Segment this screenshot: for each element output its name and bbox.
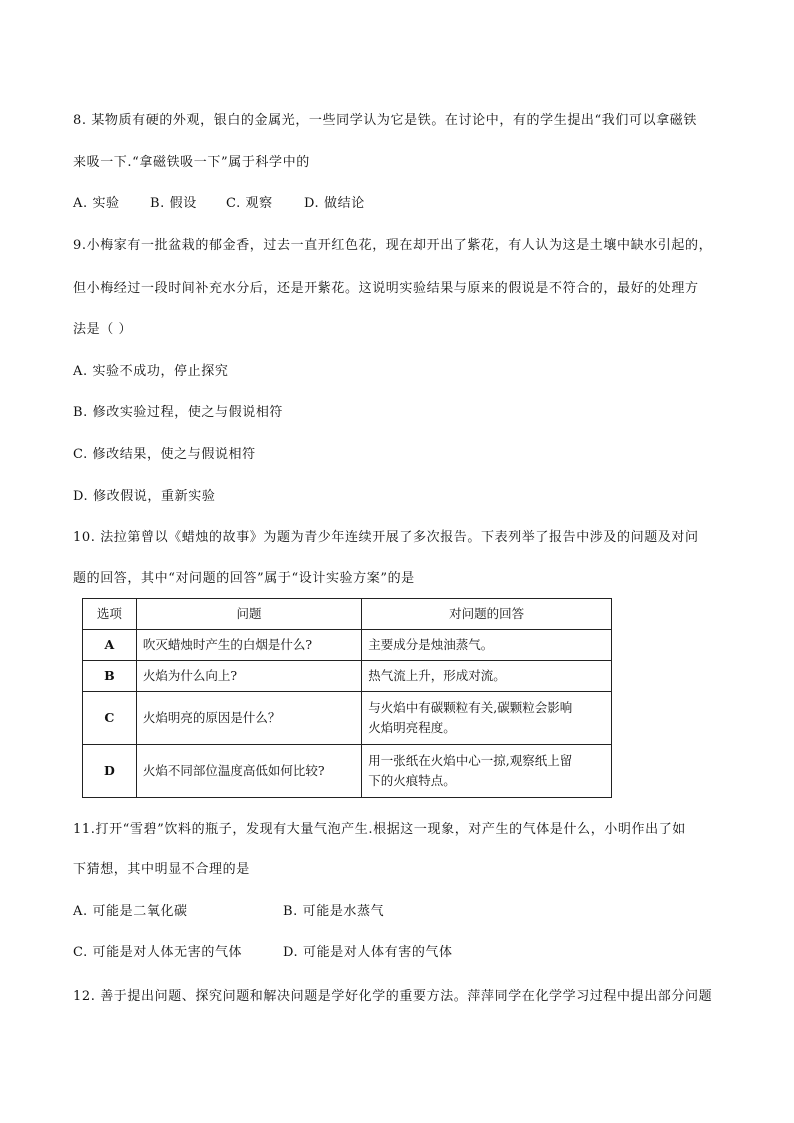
q11-option-b: B. 可能是水蒸气 bbox=[283, 904, 385, 919]
q9-stem-line1: 9.小梅家有一批盆栽的郁金香，过去一直开红色花，现在却开出了紫花，有人认为这是土壤中缺水引起的， bbox=[73, 238, 713, 253]
q9-option-a: A. 实验不成功，停止探究 bbox=[73, 364, 229, 379]
answer-line: 火焰明亮程度。 bbox=[368, 720, 456, 735]
table-cell-option: C bbox=[83, 692, 137, 745]
q9-stem-line2: 但小梅经过一段时间补充水分后，还是开紫花。这说明实验结果与原来的假说是不符合的，最好的处理方 bbox=[73, 281, 699, 296]
table-row bbox=[83, 661, 612, 692]
q8-option-a: A. 实验 bbox=[73, 196, 120, 211]
q9-option-d: D. 修改假说，重新实验 bbox=[73, 489, 216, 504]
table-header-option: 选项 bbox=[83, 599, 137, 630]
q9-option-c: C. 修改结果，使之与假说相符 bbox=[73, 447, 256, 462]
table-cell-question: 吹灭蜡烛时产生的白烟是什么? bbox=[136, 630, 361, 661]
table-cell-option: B bbox=[83, 661, 137, 692]
table-cell-answer bbox=[362, 692, 612, 745]
answer-line: 下的火痕特点。 bbox=[368, 773, 456, 788]
table-header-answer: 对问题的回答 bbox=[362, 599, 612, 630]
q11-option-a: A. 可能是二氧化碳 bbox=[73, 904, 188, 919]
q8-option-c: C. 观察 bbox=[226, 196, 273, 211]
q10-table bbox=[82, 598, 612, 798]
q10-stem-line2: 题的回答，其中“对问题的回答”属于“设计实验方案”的是 bbox=[73, 571, 415, 586]
table-row bbox=[83, 692, 612, 745]
q11-option-d: D. 可能是对人体有害的气体 bbox=[283, 945, 453, 960]
table-row bbox=[83, 630, 612, 661]
table-cell-option: D bbox=[83, 745, 137, 798]
table-cell-answer: 热气流上升，形成对流。 bbox=[362, 661, 612, 692]
table-header-question: 问题 bbox=[136, 599, 361, 630]
q11-stem-line1: 11.打开“雪碧”饮料的瓶子，发现有大量气泡产生.根据这一现象，对产生的气体是什么，小明作出了如 bbox=[73, 822, 686, 837]
q11-stem-line2: 下猜想，其中明显不合理的是 bbox=[73, 862, 250, 877]
q11-option-c: C. 可能是对人体无害的气体 bbox=[73, 945, 243, 960]
table-cell-question: 火焰明亮的原因是什么？ bbox=[136, 692, 361, 745]
answer-line: 与火焰中有碳颗粒有关,碳颗粒会影响 bbox=[368, 700, 573, 715]
q8-stem-line1: 8. 某物质有硬的外观，银白的金属光，一些同学认为它是铁。在讨论中，有的学生提出“我们可以拿磁铁 bbox=[73, 113, 697, 128]
table-row bbox=[83, 745, 612, 798]
table-cell-question: 火焰为什么向上? bbox=[136, 661, 361, 692]
q10-stem-line1: 10. 法拉第曾以《蜡烛的故事》为题为青少年连续开展了多次报告。下表列举了报告中涉及的问题及对问 bbox=[73, 530, 699, 545]
table-cell-answer bbox=[362, 745, 612, 798]
table-cell-question: 火焰不同部位温度高低如何比较? bbox=[136, 745, 361, 798]
answer-line: 用一张纸在火焰中心一掠,观察纸上留 bbox=[368, 753, 573, 768]
table-cell-option: A bbox=[83, 630, 137, 661]
q9-option-b: B. 修改实验过程，使之与假说相符 bbox=[73, 405, 284, 420]
q9-stem-line3: 法是（ ） bbox=[73, 322, 133, 337]
q8-stem-line2: 来吸一下.“拿磁铁吸一下”属于科学中的 bbox=[73, 155, 310, 170]
q8-option-d: D. 做结论 bbox=[304, 196, 365, 211]
table-cell-answer: 主要成分是烛油蒸气。 bbox=[362, 630, 612, 661]
q8-option-b: B. 假设 bbox=[150, 196, 197, 211]
q12-stem-line1: 12. 善于提出问题、探究问题和解决问题是学好化学的重要方法。萍萍同学在化学学习过程中提出部分问题 bbox=[73, 989, 713, 1004]
